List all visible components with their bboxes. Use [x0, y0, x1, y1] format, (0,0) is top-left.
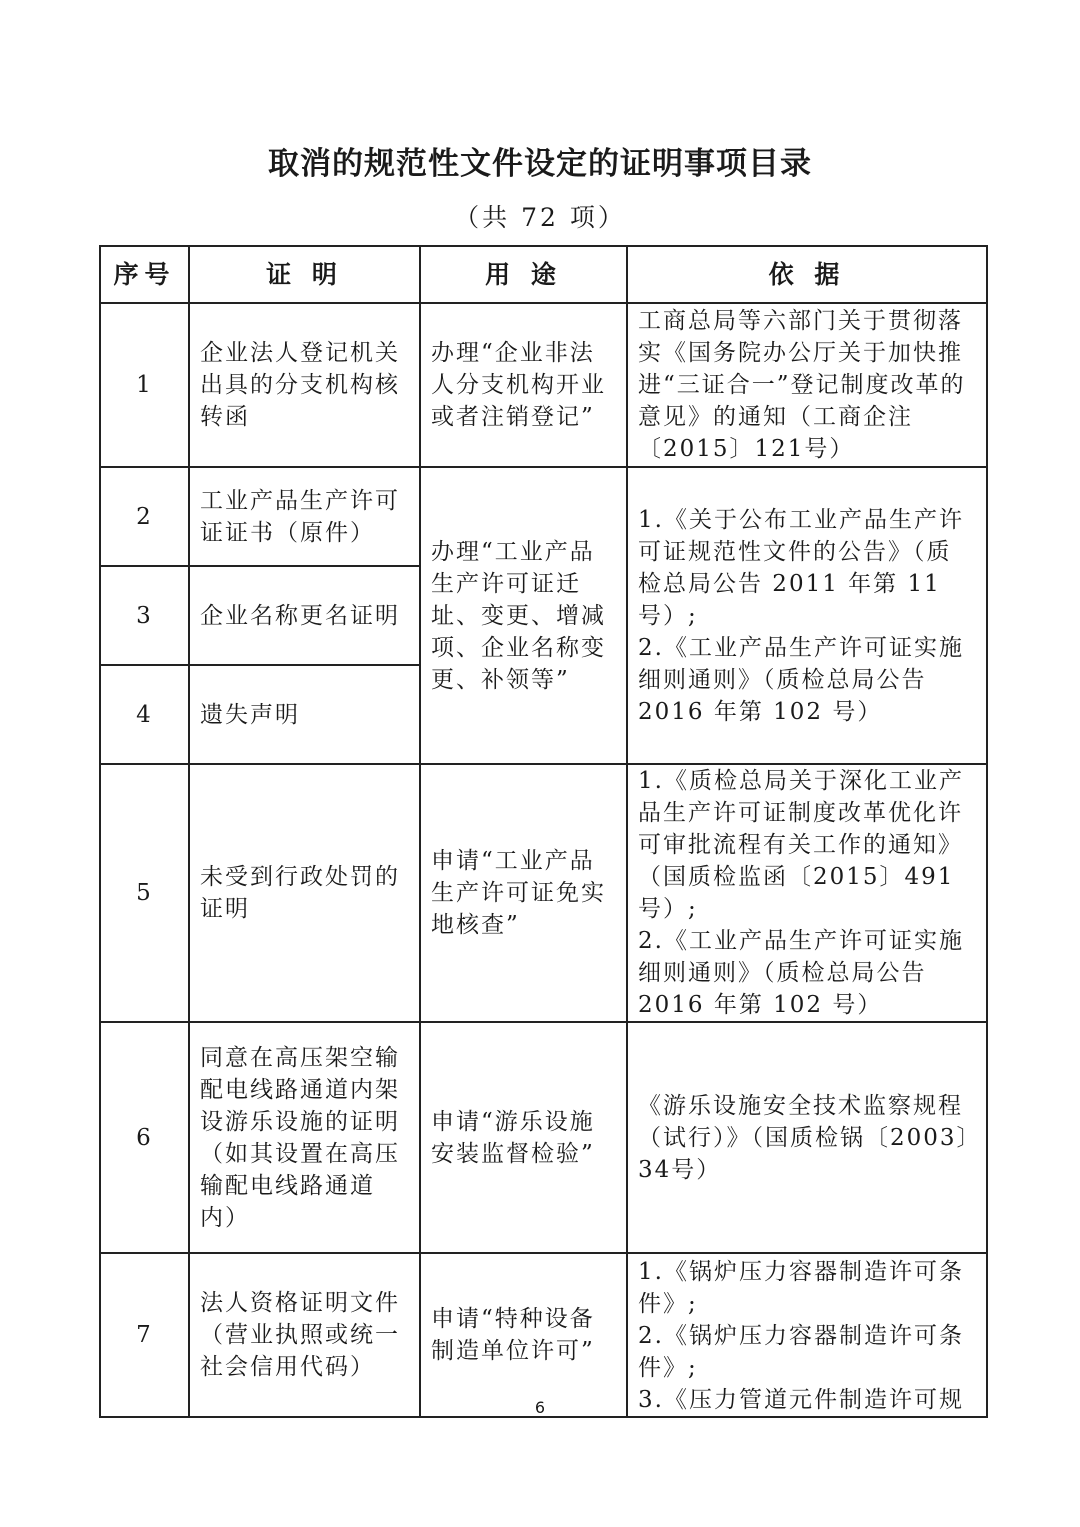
row-use: 申请“特种设备制造单位许可” — [420, 1253, 627, 1417]
row-seq: 3 — [100, 566, 189, 665]
row-use: 办理“企业非法人分支机构开业或者注销登记” — [420, 303, 627, 467]
certificate-items-table — [99, 245, 988, 1418]
table-row — [100, 764, 987, 1022]
table-row — [100, 1022, 987, 1253]
row-basis: 1.《关于公布工业产品生产许可证规范性文件的公告》（质检总局公告 2011 年第 11 号）; 2.《工业产品生产许可证实施细则通则》（质检总局公告 2016 年第 102 号） — [627, 467, 987, 764]
row-seq: 7 — [100, 1253, 189, 1417]
row-seq: 4 — [100, 665, 189, 764]
table-header-row — [100, 246, 987, 303]
row-basis: 1.《质检总局关于深化工业产品生产许可证制度改革优化许可审批流程有关工作的通知》（国质检监函〔2015〕491号）; 2.《工业产品生产许可证实施细则通则》（质检总局公告 2016 年第 102 号） — [627, 764, 987, 1022]
table-row — [100, 467, 987, 566]
header-seq: 序号 — [100, 246, 189, 303]
row-use: 申请“游乐设施安装监督检验” — [420, 1022, 627, 1253]
row-seq: 2 — [100, 467, 189, 566]
item-count: （共 72 项） — [454, 203, 626, 232]
row-proof: 企业名称更名证明 — [189, 566, 420, 665]
row-seq: 5 — [100, 764, 189, 1022]
row-proof: 未受到行政处罚的证明 — [189, 764, 420, 1022]
row-use: 办理“工业产品生产许可证迁址、变更、增减项、企业名称变更、补领等” — [420, 467, 627, 764]
row-basis: 工商总局等六部门关于贯彻落实《国务院办公厅关于加快推进“三证合一”登记制度改革的意见》的通知（工商企注〔2015〕121号） — [627, 303, 987, 467]
row-proof: 同意在高压架空输配电线路通道内架设游乐设施的证明（如其设置在高压输配电线路通道内） — [189, 1022, 420, 1253]
row-use: 申请“工业产品生产许可证免实地核查” — [420, 764, 627, 1022]
page-number: 6 — [534, 1398, 546, 1417]
header-proof: 证 明 — [189, 246, 420, 303]
row-proof: 企业法人登记机关出具的分支机构核转函 — [189, 303, 420, 467]
row-seq: 6 — [100, 1022, 189, 1253]
row-basis: 1.《锅炉压力容器制造许可条件》; 2.《锅炉压力容器制造许可条件》; 3.《压力管道元件制造许可规 — [627, 1253, 987, 1417]
row-proof: 工业产品生产许可证证书（原件） — [189, 467, 420, 566]
row-seq: 1 — [100, 303, 189, 467]
row-proof: 遗失声明 — [189, 665, 420, 764]
table-row — [100, 1253, 987, 1417]
header-use: 用 途 — [420, 246, 627, 303]
header-basis: 依 据 — [627, 246, 987, 303]
table-row — [100, 303, 987, 467]
page-title: 取消的规范性文件设定的证明事项目录 — [268, 146, 812, 182]
row-basis: 《游乐设施安全技术监察规程（试行）》（国质检锅〔2003〕34号） — [627, 1022, 987, 1253]
row-proof: 法人资格证明文件（营业执照或统一社会信用代码） — [189, 1253, 420, 1417]
